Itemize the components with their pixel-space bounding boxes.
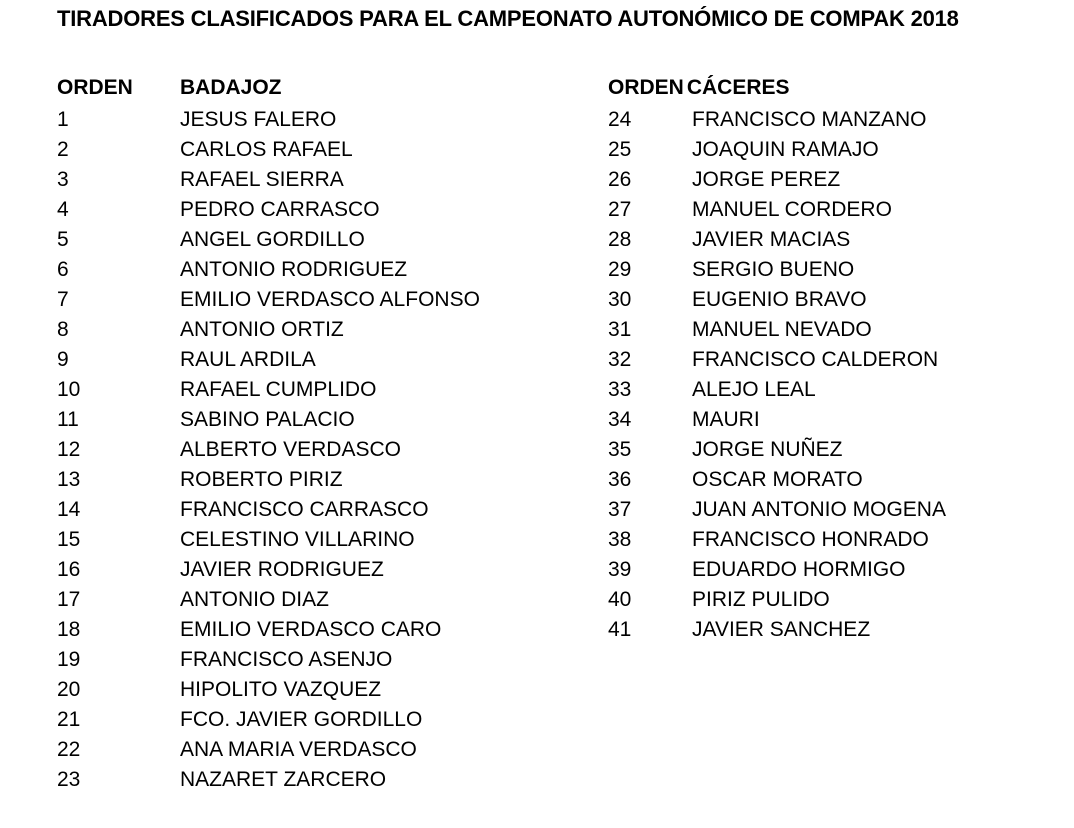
table-row: [608, 405, 1048, 435]
orden-value: 14: [57, 498, 81, 521]
orden-value: 18: [57, 618, 81, 641]
shooter-name: JAVIER MACIAS: [692, 228, 851, 251]
shooter-name: JAVIER SANCHEZ: [692, 618, 871, 641]
table-row: [608, 585, 1048, 615]
orden-value: 37: [608, 498, 632, 521]
table-row: [57, 645, 597, 675]
orden-value: 19: [57, 648, 81, 671]
badajoz-table-header: [57, 73, 597, 103]
shooter-name: JORGE PEREZ: [692, 168, 841, 191]
table-row: [608, 495, 1048, 525]
table-row: [57, 135, 597, 165]
document-page: [57, 6, 1074, 795]
orden-value: 10: [57, 378, 81, 401]
orden-value: 4: [57, 198, 69, 221]
orden-value: 40: [608, 588, 632, 611]
shooter-name: ALEJO LEAL: [692, 378, 816, 401]
table-row: [57, 315, 597, 345]
orden-value: 12: [57, 438, 81, 461]
table-row: [608, 225, 1048, 255]
roster-columns: [57, 73, 1074, 795]
table-row: [608, 525, 1048, 555]
table-row: [57, 585, 597, 615]
orden-value: 11: [57, 408, 79, 431]
orden-value: 25: [608, 138, 632, 161]
orden-value: 17: [57, 588, 81, 611]
orden-value: 38: [608, 528, 632, 551]
shooter-name: FRANCISCO HONRADO: [692, 528, 929, 551]
shooter-name: MANUEL NEVADO: [692, 318, 872, 341]
shooter-name: EUGENIO BRAVO: [692, 288, 867, 311]
shooter-name: JUAN ANTONIO MOGENA: [692, 498, 946, 521]
orden-value: 3: [57, 168, 69, 191]
table-row: [57, 735, 597, 765]
shooter-name: CARLOS RAFAEL: [180, 138, 353, 161]
shooter-name: EDUARDO HORMIGO: [692, 558, 906, 581]
table-row: [57, 555, 597, 585]
orden-value: 1: [57, 108, 69, 131]
shooter-name: EMILIO VERDASCO ALFONSO: [180, 288, 480, 311]
badajoz-table-body: [57, 105, 597, 795]
shooter-name: RAUL ARDILA: [180, 348, 316, 371]
table-row: [608, 435, 1048, 465]
shooter-name: ANTONIO ORTIZ: [180, 318, 344, 341]
shooter-name: SERGIO BUENO: [692, 258, 855, 281]
table-row: [57, 525, 597, 555]
orden-value: 23: [57, 768, 81, 791]
shooter-name: JOAQUIN RAMAJO: [692, 138, 879, 161]
orden-value: 21: [57, 708, 81, 731]
orden-value: 39: [608, 558, 632, 581]
shooter-name: ROBERTO PIRIZ: [180, 468, 343, 491]
table-row: [57, 615, 597, 645]
orden-value: 41: [608, 618, 632, 641]
orden-value: 33: [608, 378, 632, 401]
shooter-name: MAURI: [692, 408, 760, 431]
table-row: [57, 465, 597, 495]
table-row: [608, 345, 1048, 375]
table-row: [608, 255, 1048, 285]
orden-value: 6: [57, 258, 69, 281]
shooter-name: ANA MARIA VERDASCO: [180, 738, 417, 761]
shooter-name: FRANCISCO CARRASCO: [180, 498, 429, 521]
badajoz-table: [57, 73, 597, 795]
shooter-name: RAFAEL SIERRA: [180, 168, 344, 191]
orden-value: 16: [57, 558, 81, 581]
orden-value: 26: [608, 168, 632, 191]
table-row: [608, 135, 1048, 165]
orden-value: 22: [57, 738, 81, 761]
shooter-name: NAZARET ZARCERO: [180, 768, 387, 791]
orden-column-header: ORDEN: [57, 76, 133, 99]
table-row: [608, 315, 1048, 345]
shooter-name: PIRIZ PULIDO: [692, 588, 830, 611]
table-row: [57, 255, 597, 285]
shooter-name: JAVIER RODRIGUEZ: [180, 558, 384, 581]
shooter-name: FRANCISCO MANZANO: [692, 108, 927, 131]
table-row: [57, 165, 597, 195]
shooter-name: RAFAEL CUMPLIDO: [180, 378, 377, 401]
shooter-name: JESUS FALERO: [180, 108, 337, 131]
table-row: [57, 225, 597, 255]
orden-value: 29: [608, 258, 632, 281]
orden-value: 35: [608, 438, 632, 461]
orden-value: 8: [57, 318, 69, 341]
shooter-name: EMILIO VERDASCO CARO: [180, 618, 442, 641]
orden-column-header: ORDEN: [608, 76, 684, 99]
table-row: [57, 285, 597, 315]
orden-value: 9: [57, 348, 69, 371]
orden-value: 32: [608, 348, 632, 371]
table-row: [608, 285, 1048, 315]
table-row: [57, 765, 597, 795]
orden-value: 24: [608, 108, 632, 131]
caceres-table: [608, 73, 1048, 645]
shooter-name: FCO. JAVIER GORDILLO: [180, 708, 423, 731]
orden-value: 20: [57, 678, 81, 701]
shooter-name: FRANCISCO ASENJO: [180, 648, 393, 671]
region-column-header-caceres: CÁCERES: [686, 76, 790, 99]
table-row: [608, 375, 1048, 405]
shooter-name: PEDRO CARRASCO: [180, 198, 380, 221]
orden-value: 36: [608, 468, 632, 491]
shooter-name: SABINO PALACIO: [180, 408, 355, 431]
shooter-name: MANUEL CORDERO: [692, 198, 892, 221]
table-row: [608, 555, 1048, 585]
caceres-table-body: [608, 105, 1048, 645]
table-row: [57, 405, 597, 435]
shooter-name: ANTONIO DIAZ: [180, 588, 329, 611]
orden-value: 34: [608, 408, 632, 431]
shooter-name: OSCAR MORATO: [692, 468, 863, 491]
shooter-name: HIPOLITO VAZQUEZ: [180, 678, 382, 701]
table-row: [608, 615, 1048, 645]
orden-value: 30: [608, 288, 632, 311]
orden-value: 5: [57, 228, 69, 251]
orden-value: 31: [608, 318, 632, 341]
table-row: [57, 105, 597, 135]
shooter-name: JORGE NUÑEZ: [692, 438, 843, 461]
table-row: [57, 345, 597, 375]
orden-value: 7: [57, 288, 69, 311]
table-row: [608, 195, 1048, 225]
shooter-name: FRANCISCO CALDERON: [692, 348, 939, 371]
table-row: [57, 675, 597, 705]
table-row: [57, 705, 597, 735]
shooter-name: ANGEL GORDILLO: [180, 228, 365, 251]
table-row: [57, 495, 597, 525]
page-title: TIRADORES CLASIFICADOS PARA EL CAMPEONATO AUTONÓMICO DE COMPAK 2018: [57, 6, 959, 31]
table-row: [608, 465, 1048, 495]
shooter-name: ANTONIO RODRIGUEZ: [180, 258, 408, 281]
orden-value: 13: [57, 468, 81, 491]
orden-value: 27: [608, 198, 632, 221]
table-row: [57, 195, 597, 225]
shooter-name: ALBERTO VERDASCO: [180, 438, 401, 461]
shooter-name: CELESTINO VILLARINO: [180, 528, 415, 551]
table-row: [608, 165, 1048, 195]
table-row: [57, 375, 597, 405]
orden-value: 28: [608, 228, 632, 251]
region-column-header-badajoz: BADAJOZ: [180, 76, 282, 99]
table-row: [57, 435, 597, 465]
table-row: [608, 105, 1048, 135]
orden-value: 2: [57, 138, 69, 161]
orden-value: 15: [57, 528, 81, 551]
caceres-table-header: [608, 73, 1048, 103]
